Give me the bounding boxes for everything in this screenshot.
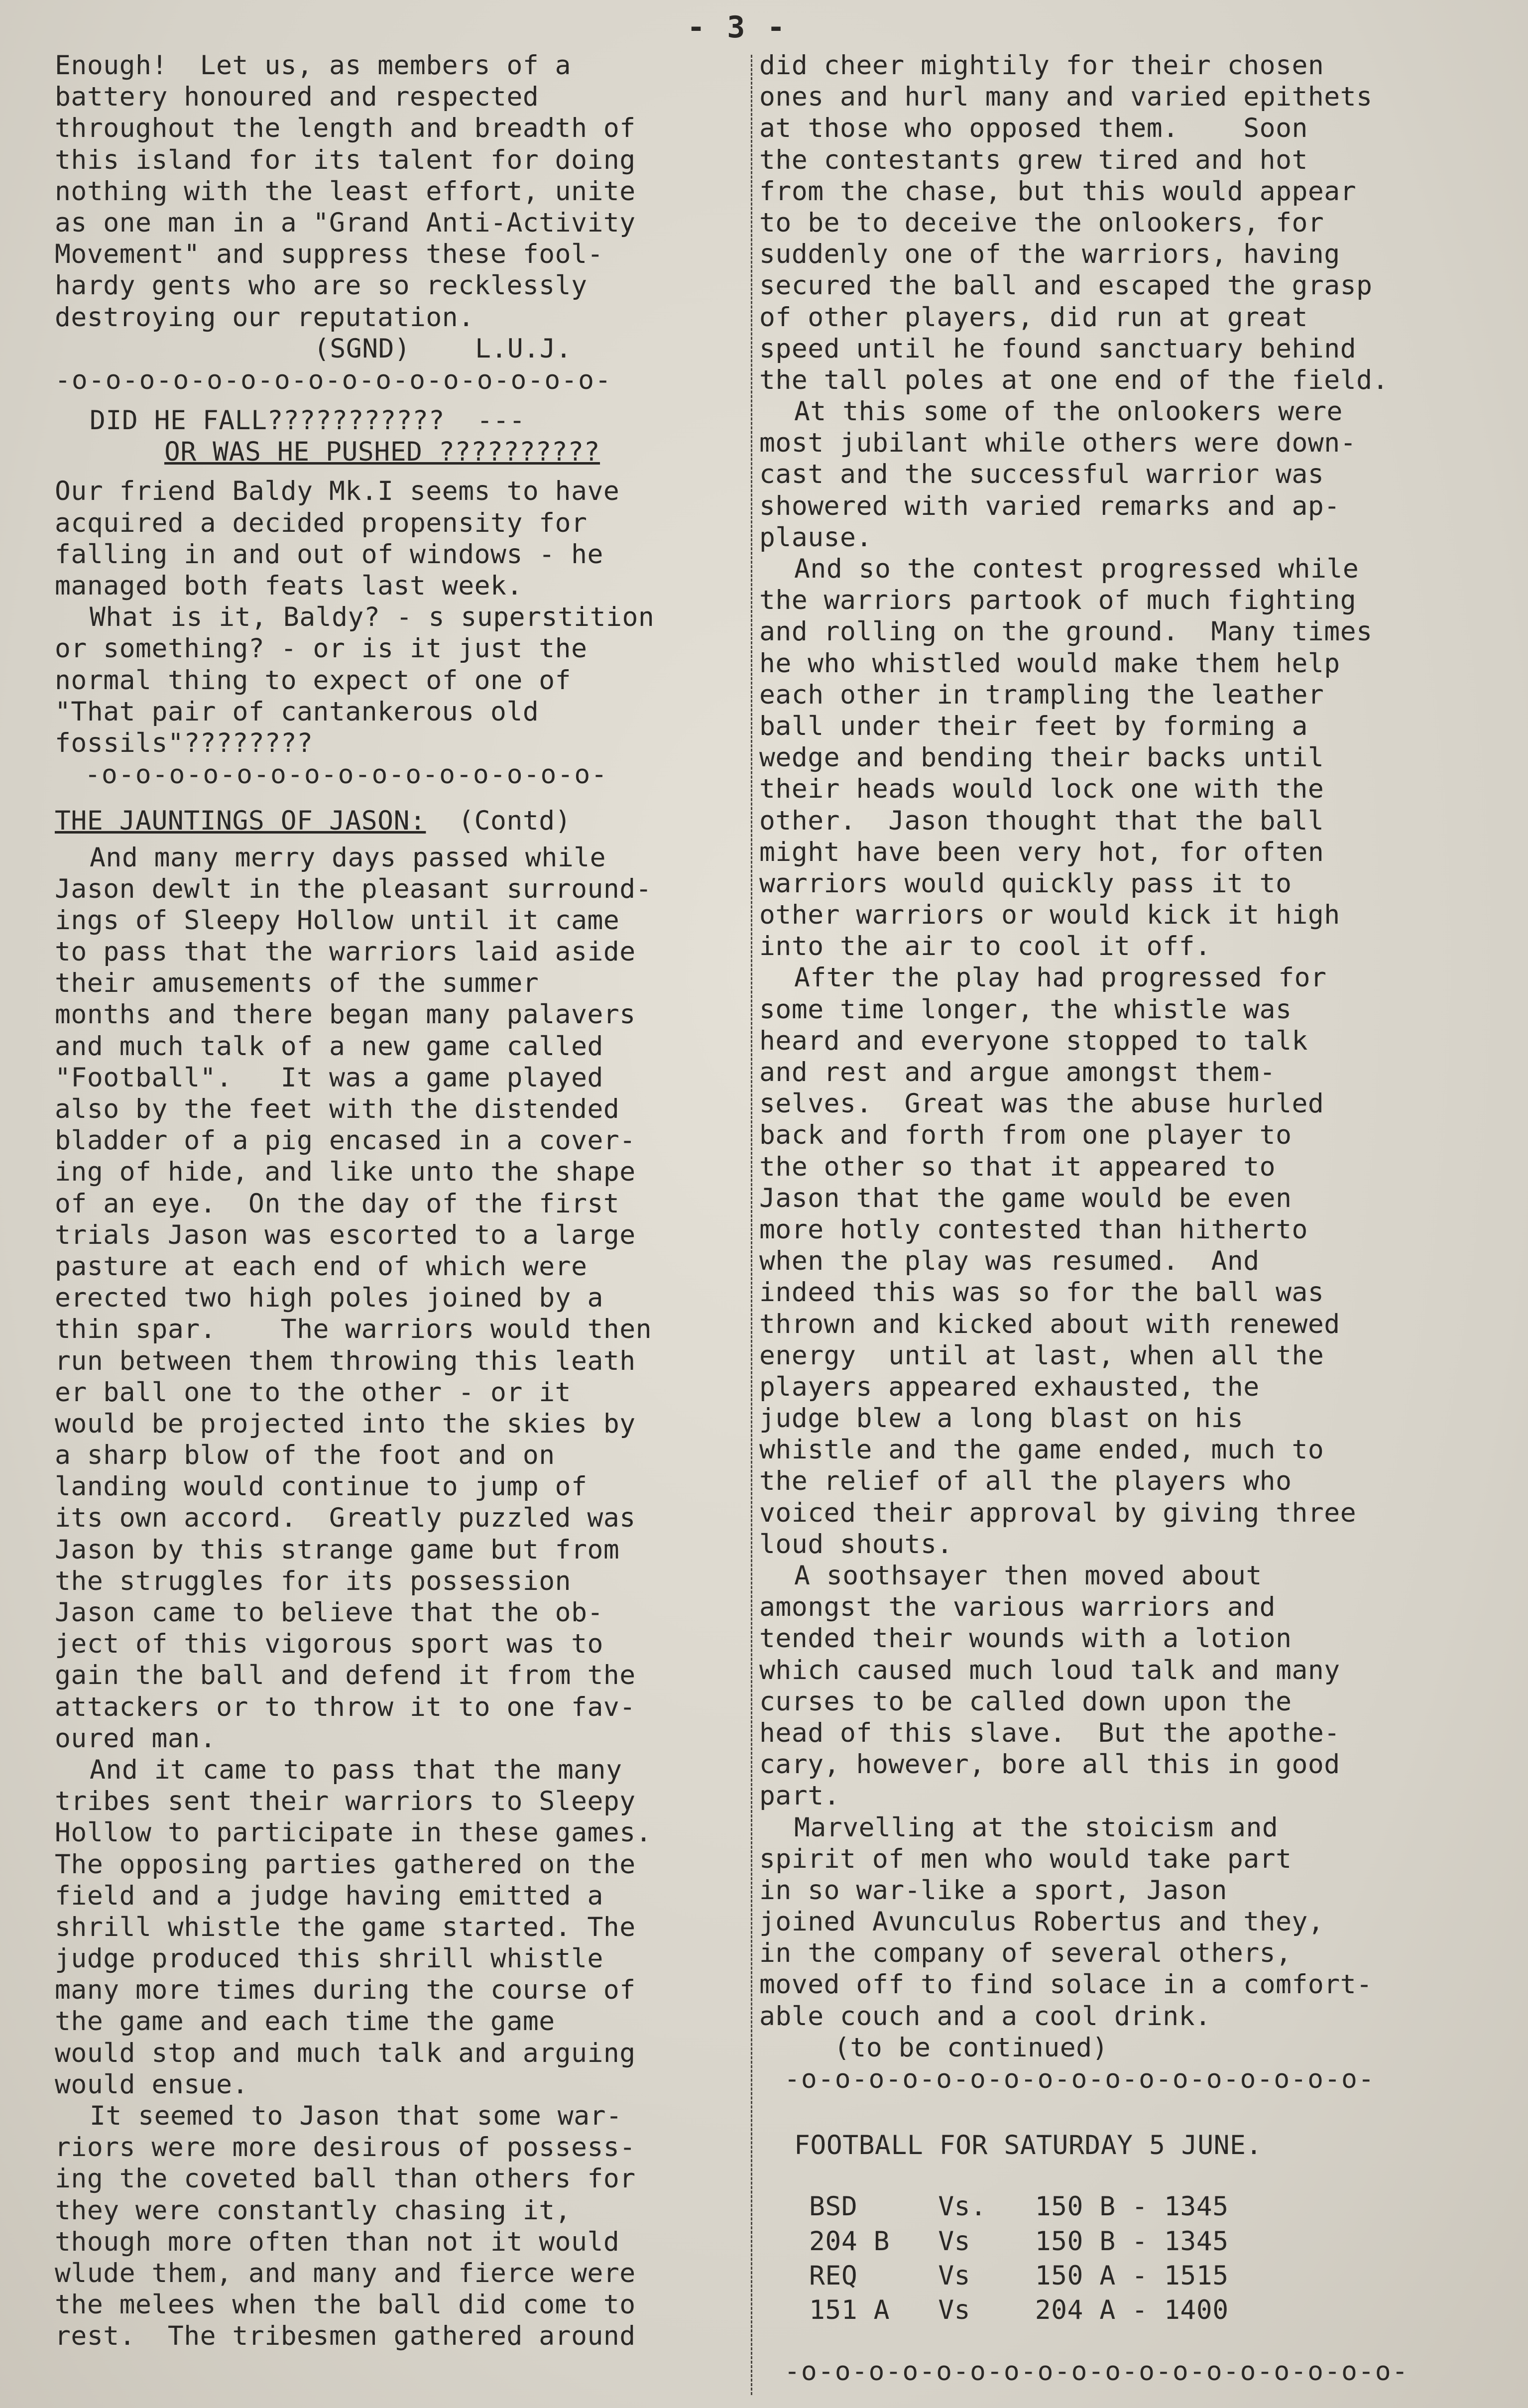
text-line: ones and hurl many and varied epithets xyxy=(759,82,1373,113)
text-line: Jason by this strange game but from xyxy=(55,1534,620,1565)
text-line: nothing with the least effort, unite xyxy=(55,176,636,207)
text-line: would ensue. xyxy=(55,2069,248,2100)
text-line: And so the contest progressed while xyxy=(794,554,1359,584)
text-line: the tall poles at one end of the field. xyxy=(759,364,1389,395)
text-line: hardy gents who are so recklessly xyxy=(55,270,588,301)
text-line: to be to deceive the onlookers, for xyxy=(759,207,1324,238)
fixture-row: REQ Vs 150 A - 1515 xyxy=(809,2260,1229,2291)
text-line: falling in and out of windows - he xyxy=(55,539,603,570)
text-line: "That pair of cantankerous old xyxy=(55,696,539,727)
text-line: After the play had progressed for xyxy=(794,963,1327,993)
text-line: Jason that the game would be even xyxy=(759,1183,1292,1213)
text-line: run between them throwing this leath xyxy=(55,1345,636,1376)
signature: (SGND) L.U.J. xyxy=(314,333,572,364)
text-line: Movement" and suppress these fool- xyxy=(55,239,603,270)
text-line: some time longer, the whistle was xyxy=(759,994,1292,1025)
text-line: ject of this vigorous sport was to xyxy=(55,1629,603,1660)
football-fixtures xyxy=(759,2130,1491,2387)
left-column xyxy=(55,50,752,2352)
text-line: part. xyxy=(759,1781,840,1811)
text-line: might have been very hot, for often xyxy=(759,837,1324,867)
text-line: A soothsayer then moved about xyxy=(794,1561,1262,1591)
text-line: managed both feats last week. xyxy=(55,571,523,602)
text-line: players appeared exhausted, the xyxy=(759,1371,1260,1402)
text-line: And many merry days passed while xyxy=(90,842,606,873)
text-line: the other so that it appeared to xyxy=(759,1151,1276,1182)
text-line: erected two high poles joined by a xyxy=(55,1283,603,1314)
text-line: from the chase, but this would appear xyxy=(759,176,1357,207)
text-line: ing of hide, and like unto the shape xyxy=(55,1157,636,1188)
text-line: destroying our reputation. xyxy=(55,302,474,333)
text-line: months and there began many palavers xyxy=(55,999,636,1030)
text-line: energy until at last, when all the xyxy=(759,1340,1324,1371)
separator: -o-o-o-o-o-o-o-o-o-o-o-o-o-o-o-o- xyxy=(55,364,612,395)
text-line: Marvelling at the stoicism and xyxy=(794,1812,1279,1843)
text-line: wlude them, and many and fierce were xyxy=(55,2258,636,2288)
text-line: their amusements of the summer xyxy=(55,968,539,999)
text-line: loud shouts. xyxy=(759,1529,953,1560)
text-line: attackers or to throw it to one fav- xyxy=(55,1691,636,1722)
text-line: and much talk of a new game called xyxy=(55,1031,603,1062)
text-line: suddenly one of the warriors, having xyxy=(759,239,1340,270)
text-line: as one man in a "Grand Anti-Activity xyxy=(55,207,636,238)
text-line: normal thing to expect of one of xyxy=(55,665,572,696)
text-line: in so war-like a sport, Jason xyxy=(759,1875,1227,1906)
text-line: the melees when the ball did come to xyxy=(55,2289,636,2320)
text-line: rest. The tribesmen gathered around xyxy=(55,2321,636,2352)
text-line: the game and each time the game xyxy=(55,2006,555,2037)
text-line: most jubilant while others were down- xyxy=(759,428,1357,459)
text-line: speed until he found sanctuary behind xyxy=(759,333,1357,364)
text-line: other warriors or would kick it high xyxy=(759,900,1340,931)
text-line: battery honoured and respected xyxy=(55,82,539,113)
text-line: field and a judge having emitted a xyxy=(55,1880,603,1911)
text-line: he who whistled would make them help xyxy=(759,648,1340,679)
text-line: and rest and argue amongst them- xyxy=(759,1057,1276,1087)
text-line: fossils"???????? xyxy=(55,727,313,758)
text-line: the warriors partook of much fighting xyxy=(759,585,1357,616)
text-line: Our friend Baldy Mk.I seems to have xyxy=(55,476,620,507)
text-line: a sharp blow of the foot and on xyxy=(55,1440,555,1471)
text-line: this island for its talent for doing xyxy=(55,144,636,175)
text-line: selves. Great was the abuse hurled xyxy=(759,1088,1324,1119)
text-line: to pass that the warriors laid aside xyxy=(55,937,636,967)
text-line: back and forth from one player to xyxy=(759,1120,1292,1151)
text-line: It seemed to Jason that some war- xyxy=(90,2101,622,2132)
text-line: their heads would lock one with the xyxy=(759,774,1324,805)
text-line: able couch and a cool drink. xyxy=(759,2001,1211,2032)
text-line: indeed this was so for the ball was xyxy=(759,1277,1324,1308)
text-line: warriors would quickly pass it to xyxy=(759,868,1292,899)
text-line: What is it, Baldy? - s superstition xyxy=(90,602,655,633)
text-line: head of this slave. But the apothe- xyxy=(759,1717,1340,1748)
text-line: er ball one to the other - or it xyxy=(55,1377,572,1408)
baldy-heading-line-1: DID HE FALL??????????? --- xyxy=(90,405,526,436)
text-line: secured the ball and escaped the grasp xyxy=(759,270,1373,301)
text-line: would stop and much talk and arguing xyxy=(55,2038,636,2068)
right-column xyxy=(759,50,1491,2387)
text-line: shrill whistle the game started. The xyxy=(55,1912,636,1942)
baldy-section xyxy=(55,405,752,790)
text-line: more hotly contested than hitherto xyxy=(759,1214,1308,1245)
jason-heading xyxy=(55,805,752,837)
text-line: ings of Sleepy Hollow until it came xyxy=(55,905,620,936)
text-line: Jason came to believe that the ob- xyxy=(55,1597,603,1628)
text-line: ball under their feet by forming a xyxy=(759,711,1308,741)
text-line: spirit of men who would take part xyxy=(759,1843,1292,1874)
text-line: The opposing parties gathered on the xyxy=(55,1849,636,1880)
text-line: the contestants grew tired and hot xyxy=(759,144,1308,175)
text-line: in the company of several others, xyxy=(759,1938,1292,1969)
text-line: many more times during the course of xyxy=(55,1975,636,2006)
text-line: voiced their approval by giving three xyxy=(759,1497,1357,1528)
text-line: throughout the length and breadth of xyxy=(55,113,636,144)
football-heading: FOOTBALL FOR SATURDAY 5 JUNE. xyxy=(794,2130,1262,2161)
text-line: wedge and bending their backs until xyxy=(759,742,1324,773)
text-line: also by the feet with the distended xyxy=(55,1094,620,1125)
text-line: Jason dewlt in the pleasant surround- xyxy=(55,873,652,904)
text-line: would be projected into the skies by xyxy=(55,1408,636,1439)
separator: -o-o-o-o-o-o-o-o-o-o-o-o-o-o-o- xyxy=(85,759,608,790)
text-line: trials Jason was escorted to a large xyxy=(55,1219,636,1250)
text-line: or something? - or is it just the xyxy=(55,633,588,664)
text-line: other. Jason thought that the ball xyxy=(759,805,1324,836)
text-line: ing the coveted ball than others for xyxy=(55,2164,636,2194)
baldy-heading-line-2: OR WAS HE PUSHED ?????????? xyxy=(164,437,600,468)
text-line: joined Avunculus Robertus and they, xyxy=(759,1907,1324,1937)
jason-heading-suffix: (Contd) xyxy=(458,806,572,837)
text-line: moved off to find solace in a comfort- xyxy=(759,1969,1373,2000)
text-line: whistle and the game ended, much to xyxy=(759,1435,1324,1465)
text-line: they were constantly chasing it, xyxy=(55,2195,572,2226)
text-line: cary, however, bore all this in good xyxy=(759,1749,1340,1780)
text-line: cast and the successful warrior was xyxy=(759,459,1324,490)
text-line: and rolling on the ground. Many times xyxy=(759,616,1373,647)
text-line: oured man. xyxy=(55,1723,217,1754)
text-line: tended their wounds with a lotion xyxy=(759,1623,1292,1654)
text-line: thin spar. The warriors would then xyxy=(55,1314,652,1345)
to-be-continued: (to be continued) xyxy=(834,2032,1108,2063)
fixture-row: 204 B Vs 150 B - 1345 xyxy=(809,2226,1229,2257)
text-line: curses to be called down upon the xyxy=(759,1686,1292,1717)
text-line: heard and everyone stopped to talk xyxy=(759,1025,1308,1056)
text-line: its own accord. Greatly puzzled was xyxy=(55,1503,636,1534)
text-line: And it came to pass that the many xyxy=(90,1754,622,1785)
text-line: of an eye. On the day of the first xyxy=(55,1188,620,1219)
fixture-row: BSD Vs. 150 B - 1345 xyxy=(809,2191,1229,2222)
text-line: into the air to cool it off. xyxy=(759,931,1211,962)
text-line: did cheer mightily for their chosen xyxy=(759,50,1324,81)
text-line: Enough! Let us, as members of a xyxy=(55,50,572,81)
text-line: showered with varied remarks and ap- xyxy=(759,490,1340,521)
separator: -o-o-o-o-o-o-o-o-o-o-o-o-o-o-o-o-o-o- xyxy=(784,2356,1409,2387)
jason-section xyxy=(55,805,752,2352)
text-line: judge produced this shrill whistle xyxy=(55,1943,603,1974)
text-line: At this some of the onlookers were xyxy=(794,396,1343,427)
text-line: of other players, did run at great xyxy=(759,302,1308,333)
text-line: plause. xyxy=(759,522,872,553)
text-line: each other in trampling the leather xyxy=(759,679,1324,710)
text-line: though more often than not it would xyxy=(55,2226,620,2257)
page-number: - 3 - xyxy=(687,10,787,45)
text-line: thrown and kicked about with renewed xyxy=(759,1309,1340,1339)
text-line: the struggles for its possession xyxy=(55,1565,572,1596)
text-line: Hollow to participate in these games. xyxy=(55,1817,652,1848)
text-line: bladder of a pig encased in a cover- xyxy=(55,1125,636,1156)
text-line: gain the ball and defend it from the xyxy=(55,1660,636,1691)
jason-heading-title: THE JAUNTINGS OF JASON: xyxy=(55,806,426,837)
text-line: the relief of all the players who xyxy=(759,1466,1292,1497)
text-line: at those who opposed them. Soon xyxy=(759,113,1308,144)
text-line: pasture at each end of which were xyxy=(55,1251,588,1282)
text-line: tribes sent their warriors to Sleepy xyxy=(55,1786,636,1817)
text-line: when the play was resumed. And xyxy=(759,1246,1260,1277)
text-line: judge blew a long blast on his xyxy=(759,1403,1244,1434)
fixture-row: 151 A Vs 204 A - 1400 xyxy=(809,2295,1229,2325)
text-line: riors were more desirous of possess- xyxy=(55,2132,636,2163)
text-line: amongst the various warriors and xyxy=(759,1592,1276,1623)
opening-paragraph xyxy=(55,50,752,333)
text-line: "Football". It was a game played xyxy=(55,1062,603,1093)
text-line: which caused much loud talk and many xyxy=(759,1655,1340,1686)
text-line: acquired a decided propensity for xyxy=(55,507,588,538)
text-line: landing would continue to jump of xyxy=(55,1471,588,1502)
separator: -o-o-o-o-o-o-o-o-o-o-o-o-o-o-o-o-o- xyxy=(784,2064,1375,2094)
